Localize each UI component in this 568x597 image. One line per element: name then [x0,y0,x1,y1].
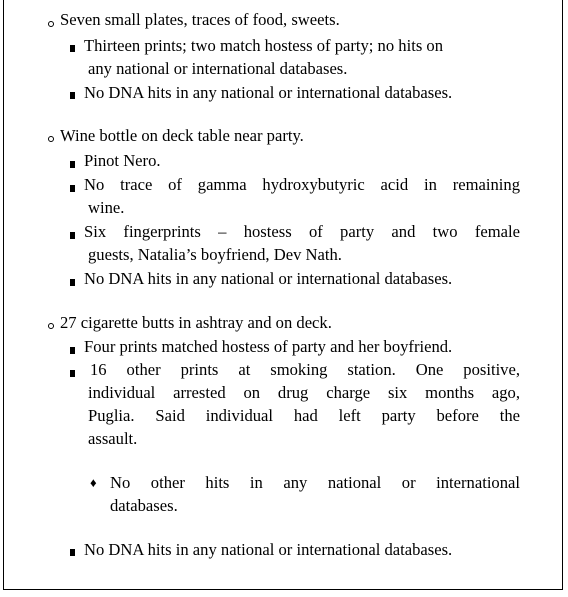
subitem-line: No DNA hits in any national or international databases. [84,83,453,102]
subitem-line: Four prints matched hostess of party and her boyfriend. [84,337,453,356]
square-bullet-icon [70,370,75,377]
subitem-line: guests, Natalia’s boyfriend, Dev Nath. [88,245,342,264]
square-bullet-icon [70,161,75,168]
square-bullet-icon [70,45,75,52]
square-bullet-icon [70,549,75,556]
square-bullet-icon [70,279,75,286]
circle-bullet-icon [48,136,54,142]
circle-bullet-icon [48,21,54,27]
square-bullet-icon [70,232,75,239]
subitem-line: No DNA hits in any national or international databases. [84,540,453,559]
square-bullet-icon [70,92,75,99]
item-heading: Wine bottle on deck table near party. [60,126,304,145]
subitem-line: databases. [110,496,178,515]
circle-bullet-icon [48,323,54,329]
diamond-bullet-icon: ♦ [90,475,97,490]
subitem-line: wine. [88,198,125,217]
square-bullet-icon [70,347,75,354]
subitem-line: No DNA hits in any national or international databases. [84,269,453,288]
subitem-line: assault. [88,429,138,448]
subitem-line: Six fingerprints – hostess of party and two female [84,222,520,241]
subitem-line: any national or international databases. [88,59,348,78]
subitem-line: Pinot Nero. [84,151,161,170]
subitem-line: Puglia. Said individual had left party before the [88,406,520,425]
item-heading: 27 cigarette butts in ashtray and on deck. [60,313,332,332]
subitem-line: No trace of gamma hydroxybutyric acid in remaining [84,175,520,194]
subitem-line: Thirteen prints; two match hostess of party; no hits on [84,36,444,55]
subitem-line: 16 other prints at smoking station. One positive, [90,360,520,379]
subitem-line: individual arrested on drug charge six months ago, [88,383,520,402]
square-bullet-icon [70,185,75,192]
item-heading: Seven small plates, traces of food, sweets. [60,10,340,29]
subitem-line: No other hits in any national or international [110,473,520,492]
